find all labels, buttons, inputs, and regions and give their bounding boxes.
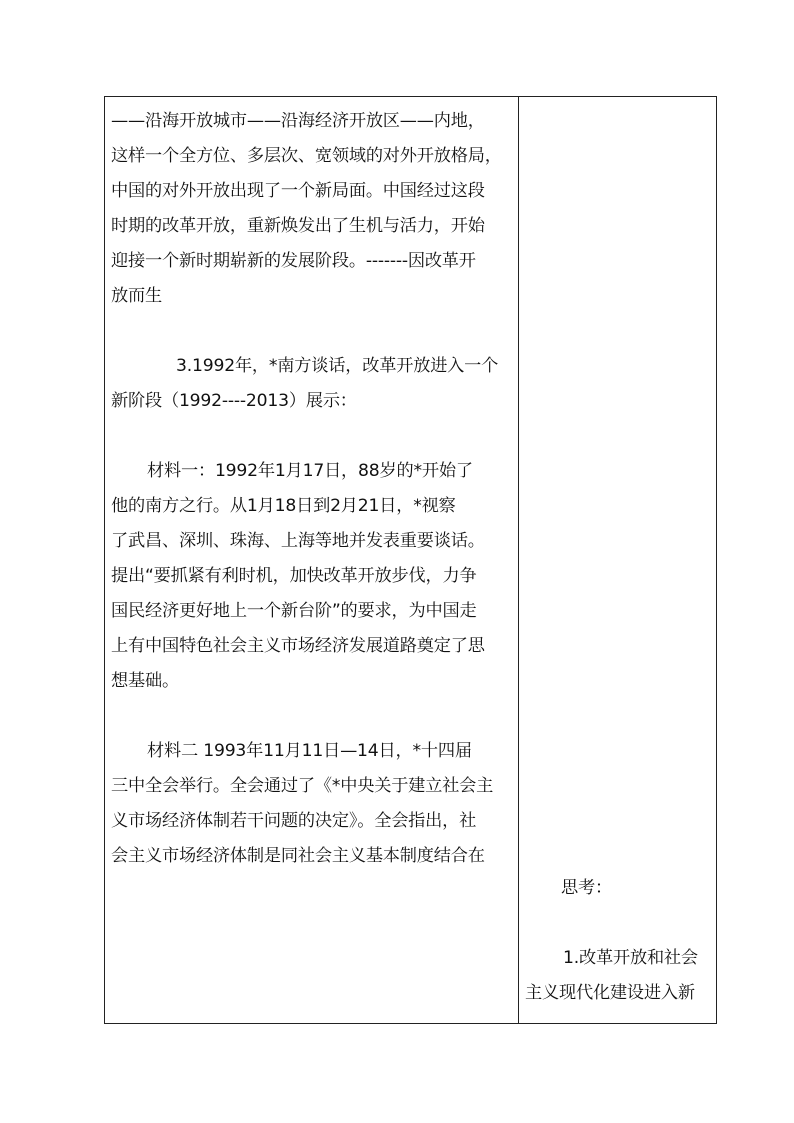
think-label: 思考： (561, 878, 612, 898)
text-line: 国民经济更好地上一个新台阶”的要求，为中国走 (111, 601, 477, 621)
text-line: 想基础。 (111, 671, 179, 691)
text-block-1 (111, 97, 515, 314)
column-divider (518, 97, 519, 1023)
text-line: 义市场经济体制若干问题的决定》。全会指出，社 (111, 811, 477, 831)
text-line: 材料一：1992年1月17日，88岁的*开始了 (147, 461, 473, 481)
paragraph-gap (111, 419, 515, 454)
text-line: 提出“要抓紧有利时机，加快改革开放步伐，力争 (111, 566, 477, 586)
question-line: 主义现代化建设进入新 (525, 983, 695, 1003)
text-line: 他的南方之行。从1月18日到2月21日，*视察 (111, 496, 456, 516)
paragraph-gap (111, 699, 515, 734)
text-line: 材料二 1993年11月11日—14日，*十四届 (147, 741, 472, 761)
text-line: 放而生 (111, 286, 162, 306)
paragraph-gap (525, 906, 711, 941)
text-line: 上有中国特色社会主义市场经济发展道路奠定了思 (111, 636, 485, 656)
text-line: 了武昌、深圳、珠海、上海等地并发表重要谈话。 (111, 531, 485, 551)
two-column-table (104, 96, 717, 1024)
text-line: 新阶段（1992----2013）展示： (111, 391, 357, 411)
text-block-2 (111, 349, 515, 419)
section-heading: 3.1992年，*南方谈话，改革开放进入一个 (176, 356, 499, 376)
text-line: 会主义市场经济体制是同社会主义基本制度结合在 (111, 846, 485, 866)
question-line: 1.改革开放和社会 (563, 948, 698, 968)
thinking-block (525, 97, 711, 1011)
material-two (111, 734, 515, 874)
text-line: 中国的对外开放出现了一个新局面。中国经过这段 (111, 181, 485, 201)
text-line: 时期的改革开放，重新焕发出了生机与活力，开始 (111, 216, 485, 236)
text-line: 迎接一个新时期崭新的发展阶段。-------因改革开 (111, 251, 476, 271)
material-one (111, 454, 515, 699)
paragraph-gap (111, 314, 515, 349)
text-line: ——沿海开放城市——沿海经济开放区——内地， (111, 111, 485, 131)
thinking-column (525, 97, 711, 1023)
text-line: 三中全会举行。全会通过了《*中央关于建立社会主 (111, 776, 494, 796)
content-column (111, 97, 515, 1023)
text-line: 这样一个全方位、多层次、宽领域的对外开放格局， (111, 146, 502, 166)
